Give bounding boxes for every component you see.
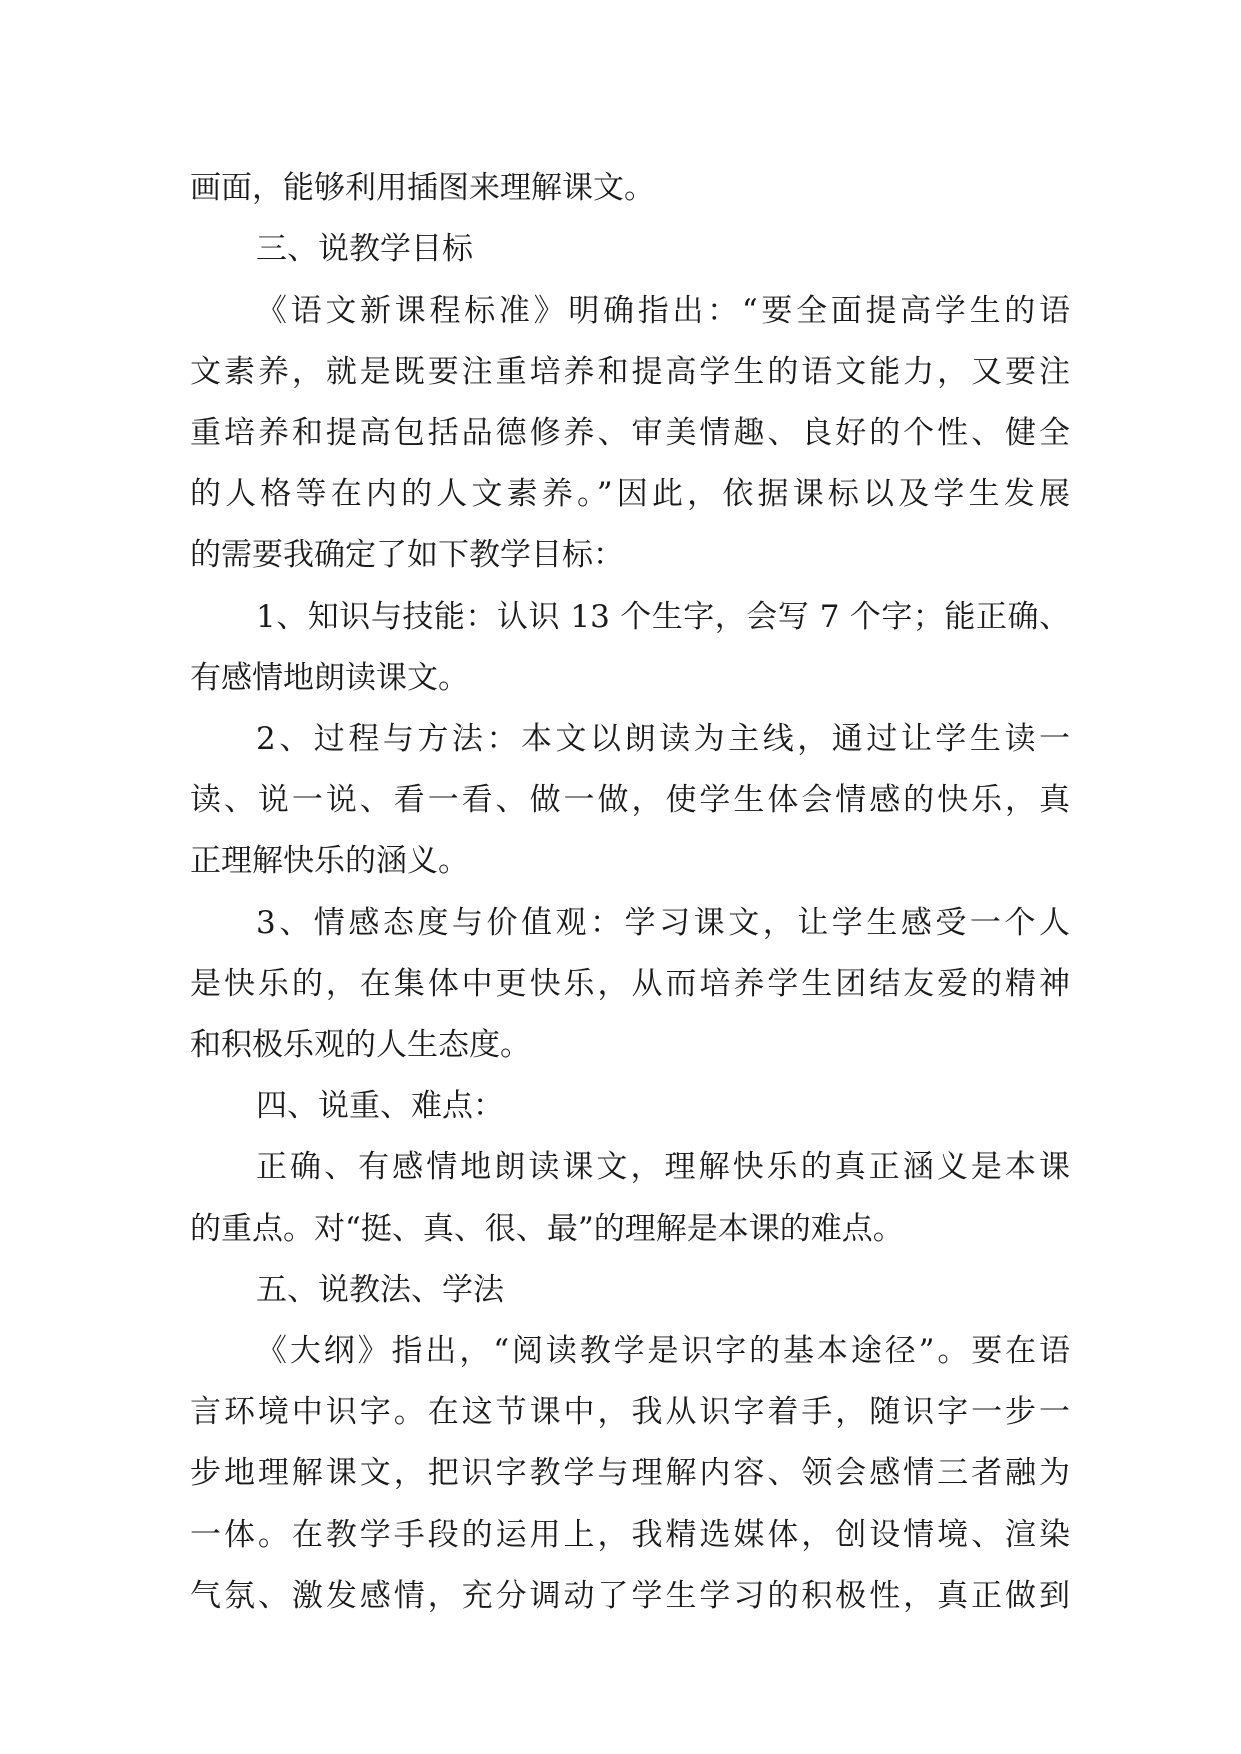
text-line: 的重点。对“挺、真、很、最”的理解是本课的难点。 bbox=[190, 1211, 904, 1247]
text-line: 步地理解课文，把识字教学与理解内容、领会感情三者融为 bbox=[190, 1455, 1070, 1491]
text-line: 正确、有感情地朗读课文，理解快乐的真正涵义是本课 bbox=[256, 1149, 1070, 1185]
text-line: 的需要我确定了如下教学目标： bbox=[190, 537, 624, 573]
text-line: 《大纲》指出，“阅读教学是识字的基本途径”。要在语 bbox=[256, 1333, 1070, 1369]
text-line: 《语文新课程标准》明确指出：“要全面提高学生的语 bbox=[256, 293, 1070, 329]
text-line: 2、过程与方法：本文以朗读为主线，通过让学生读一 bbox=[256, 721, 1070, 757]
text-line: 的人格等在内的人文素养。”因此，依据课标以及学生发展 bbox=[190, 476, 1070, 512]
text-line: 重培养和提高包括品德修养、审美情趣、良好的个性、健全 bbox=[190, 415, 1070, 451]
section-heading: 四、说重、难点： bbox=[256, 1088, 504, 1124]
text-line: 正理解快乐的涵义。 bbox=[190, 843, 469, 879]
text-line: 读、说一说、看一看、做一做，使学生体会情感的快乐，真 bbox=[190, 782, 1070, 818]
text-line: 气氛、激发感情，充分调动了学生学习的积极性，真正做到 bbox=[190, 1578, 1070, 1614]
section-heading: 三、说教学目标 bbox=[256, 231, 473, 267]
text-line: 有感情地朗读课文。 bbox=[190, 660, 469, 696]
text-line: 文素养，就是既要注重培养和提高学生的语文能力，又要注 bbox=[190, 354, 1070, 390]
text-line: 是快乐的，在集体中更快乐，从而培养学生团结友爱的精神 bbox=[190, 966, 1070, 1002]
section-heading: 五、说教法、学法 bbox=[256, 1272, 504, 1308]
text-line: 1、知识与技能：认识 13 个生字，会写 7 个字；能正确、 bbox=[256, 599, 1070, 635]
text-line: 一体。在教学手段的运用上，我精选媒体，创设情境、渲染 bbox=[190, 1517, 1070, 1553]
text-line: 3、情感态度与价值观：学习课文，让学生感受一个人 bbox=[256, 905, 1070, 941]
text-line: 言环境中识字。在这节课中，我从识字着手，随识字一步一 bbox=[190, 1394, 1070, 1430]
text-line: 和积极乐观的人生态度。 bbox=[190, 1027, 531, 1063]
text-line: 画面，能够利用插图来理解课文。 bbox=[190, 170, 655, 206]
